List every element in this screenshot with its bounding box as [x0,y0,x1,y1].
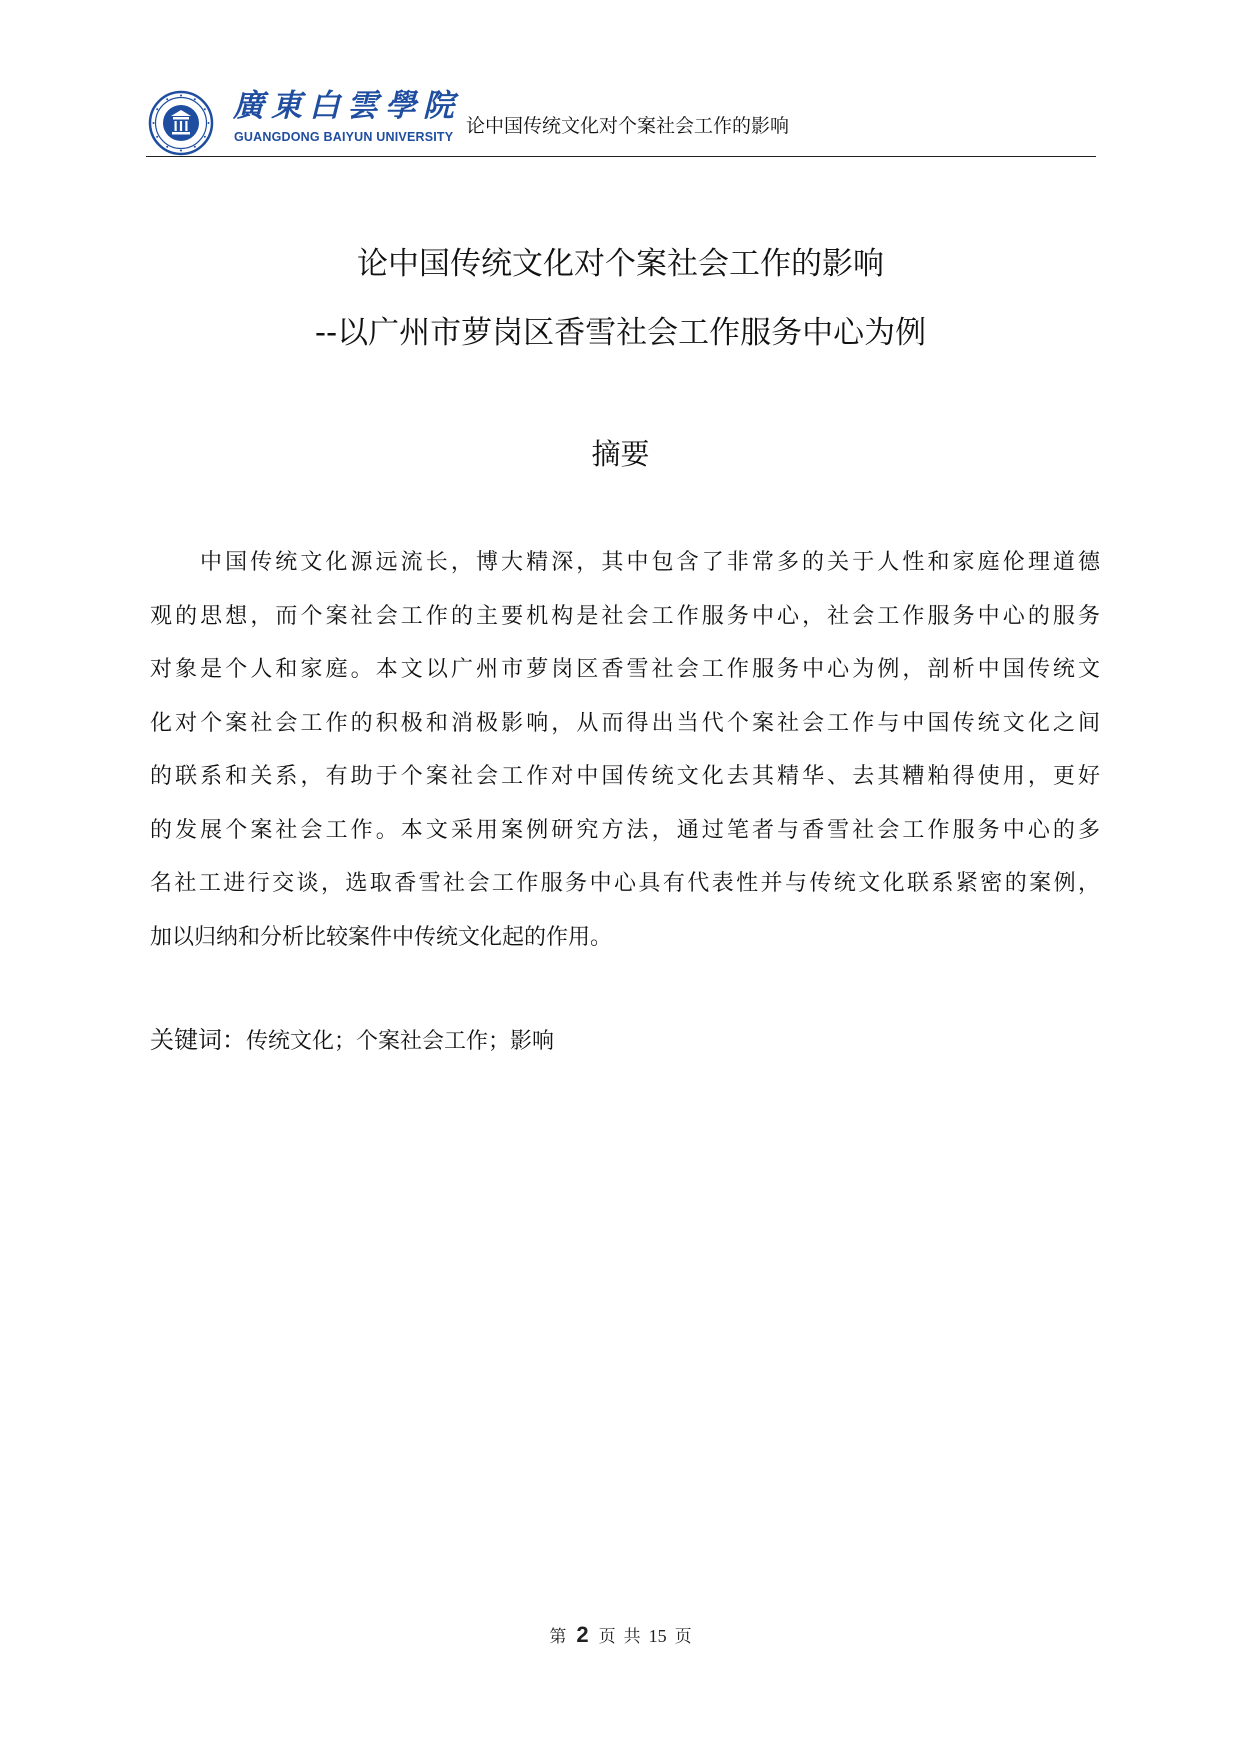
footer-suffix: 页 [674,1627,692,1647]
paper-title: 论中国传统文化对个案社会工作的影响 [357,246,884,282]
footer-page-word: 页 [598,1627,616,1647]
keywords-values: 传统文化；个案社会工作；影响 [246,1029,555,1054]
footer-prefix: 第 [549,1627,567,1647]
abstract-line: 化对个案社会工作的积极和消极影响，从而得出当代个案社会工作与中国传统文化之间 [150,710,1100,736]
abstract-line: 观的思想，而个案社会工作的主要机构是社会工作服务中心，社会工作服务中心的服务 [150,603,1100,629]
abstract-line: 名社工进行交谈，选取香雪社会工作服务中心具有代表性并与传统文化联系紧密的案例， [150,871,1100,896]
running-title: 论中国传统文化对个案社会工作的影响 [466,115,790,137]
header-divider [146,156,1096,157]
abstract-heading: 摘要 [591,437,650,471]
university-name-cn: 廣東白雲學院 [233,88,461,124]
keywords [150,1023,554,1060]
abstract-line: 中国传统文化源远流长，博大精深，其中包含了非常多的关于人性和家庭伦理道德 [200,550,1100,575]
abstract-line: 的联系和关系，有助于个案社会工作对中国传统文化去其精华、去其糟粕得使用，更好 [150,764,1100,789]
abstract-line: 对象是个人和家庭。本文以广州市萝岗区香雪社会工作服务中心为例，剖析中国传统文 [150,657,1100,682]
page-header [148,84,1096,156]
page-footer [0,1620,1241,1652]
footer-total-word: 共 [623,1627,641,1647]
university-seal-icon [148,90,214,156]
university-name-en: GUANGDONG BAIYUN UNIVERSITY [234,130,454,144]
abstract-line: 的发展个案社会工作。本文采用案例研究方法，通过笔者与香雪社会工作服务中心的多 [150,817,1100,843]
paper-subtitle: --以广州市萝岗区香雪社会工作服务中心为例 [314,315,927,351]
keywords-label: 关键词： [150,1026,246,1054]
current-page-number: 2 [576,1622,589,1647]
total-page-number: 15 [648,1626,667,1646]
abstract-line: 加以归纳和分析比较案件中传统文化起的作用。 [150,924,613,950]
abstract-body [150,546,1100,974]
